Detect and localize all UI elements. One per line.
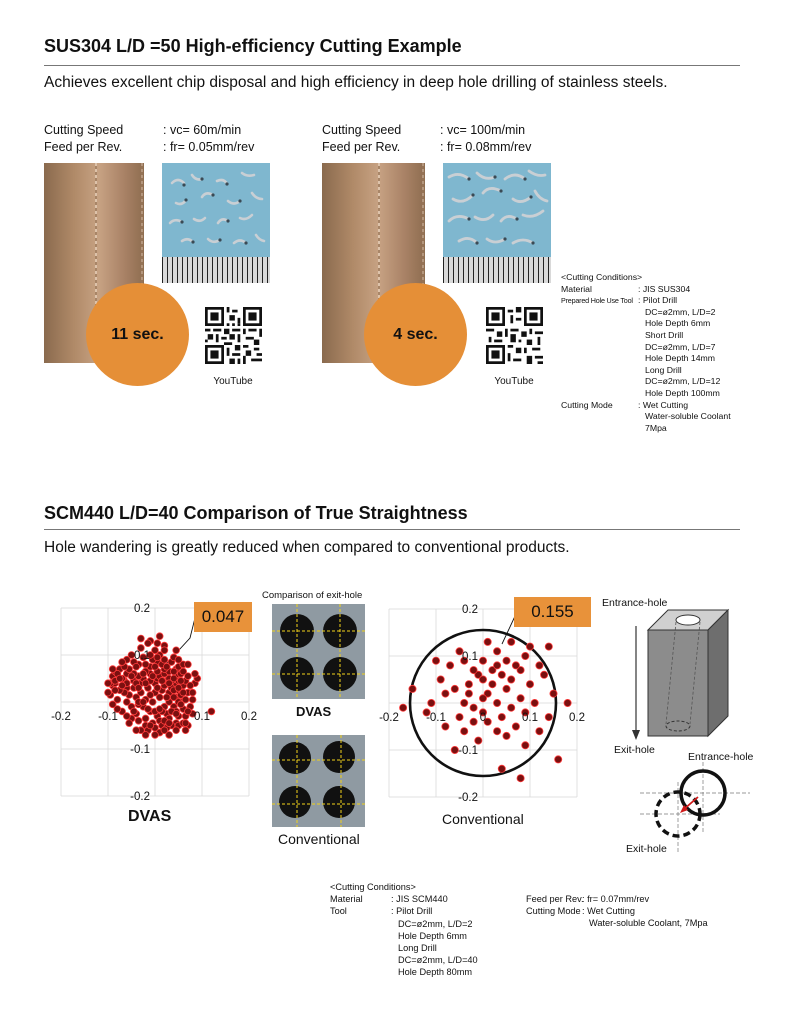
scatter-point [545, 714, 552, 721]
left-speed-label: Cutting Speed [44, 123, 124, 137]
scatter-point [461, 699, 468, 706]
scatter-point [123, 713, 130, 720]
scatter-point [119, 682, 126, 689]
scatter-point [109, 666, 116, 673]
scatter-point [442, 690, 449, 697]
scatter-point [470, 704, 477, 711]
right-feed-label: Feed per Rev. [322, 140, 401, 154]
scatter-point [536, 728, 543, 735]
condition-label: Prepared Hole Use Tool [561, 296, 633, 306]
scatter-point [526, 681, 533, 688]
condition-label [561, 365, 638, 377]
scatter-point [147, 722, 154, 729]
condition-label [561, 342, 638, 354]
scatter-point [161, 727, 168, 734]
y-tick-label: 0.1 [134, 650, 150, 662]
section2-subtitle: Hole wandering is greatly reduced when compared to conventional products. [44, 539, 570, 556]
scatter-point [503, 657, 510, 664]
scatter-point [465, 690, 472, 697]
condition-label: Tool [330, 906, 347, 917]
condition-value: : Wet Cutting [582, 906, 635, 917]
ruler-scale [443, 257, 551, 283]
scatter-point [119, 659, 126, 666]
scatter-point [508, 638, 515, 645]
condition-row [561, 400, 731, 412]
conditions-header: <Cutting Conditions> [330, 882, 416, 892]
condition-value: DC=ø2mm, L/D=40 [398, 955, 478, 966]
scatter-point [142, 680, 149, 687]
condition-row [561, 284, 731, 296]
section1-subtitle: Achieves excellent chip disposal and high efficiency in deep hole drilling of stainless steels. [44, 74, 668, 91]
y-tick-label: 0.2 [462, 604, 478, 616]
scatter-point [145, 640, 152, 647]
scatter-point [479, 695, 486, 702]
left-youtube-caption[interactable]: YouTube [213, 376, 253, 387]
scatter-point [503, 732, 510, 739]
scatter-point [156, 706, 163, 713]
scatter-point [140, 699, 147, 706]
scatter-point [154, 640, 161, 647]
scatter-point [149, 673, 156, 680]
scatter-point [123, 699, 130, 706]
x-tick-label: -0.1 [98, 711, 118, 723]
condition-row [330, 893, 478, 905]
condition-label [561, 307, 638, 319]
scatter-point [135, 717, 142, 724]
condition-row [330, 930, 478, 942]
scatter-point [142, 715, 149, 722]
scatter-point [185, 661, 192, 668]
scatter-point [177, 701, 184, 708]
scatter-point [163, 694, 170, 701]
scatter-point [187, 682, 194, 689]
scatter-point [522, 652, 529, 659]
condition-row [561, 330, 731, 342]
scatter-point [470, 718, 477, 725]
scatter-point [432, 657, 439, 664]
right-speed-label: Cutting Speed [322, 123, 402, 137]
scatter-point [479, 676, 486, 683]
condition-label [561, 330, 638, 342]
scatter-point [498, 765, 505, 772]
condition-label [330, 942, 391, 954]
scatter-point [517, 695, 524, 702]
condition-label [526, 917, 582, 929]
scatter-point [135, 685, 142, 692]
section2-cutting-conditions-col2 [526, 893, 708, 930]
condition-value: : Wet Cutting [638, 399, 689, 410]
condition-row [561, 295, 731, 307]
scatter-point [465, 681, 472, 688]
condition-row [330, 905, 478, 917]
scatter-point [541, 671, 548, 678]
condition-row [561, 411, 731, 423]
condition-label [561, 353, 638, 365]
scatter-point [400, 704, 407, 711]
scatter-point [173, 647, 180, 654]
condition-value: Long Drill [645, 364, 682, 375]
x-tick-label: -0.2 [379, 712, 399, 724]
scatter-point [133, 663, 140, 670]
scatter-point [545, 643, 552, 650]
scatter-point [130, 708, 137, 715]
condition-value: Long Drill [398, 943, 437, 954]
scatter-point [536, 662, 543, 669]
scatter-point [461, 728, 468, 735]
condition-row [526, 905, 708, 917]
condition-label [561, 423, 638, 435]
scatter-point [192, 670, 199, 677]
condition-label: Feed per Rev. [526, 894, 584, 904]
section2-cutting-conditions [330, 881, 478, 979]
scatter-point [409, 685, 416, 692]
condition-row [526, 893, 708, 905]
right-time-badge: 4 sec. [364, 283, 467, 386]
condition-row [526, 917, 708, 929]
condition-label [561, 376, 638, 388]
scatter-point [526, 643, 533, 650]
scatter-point [173, 710, 180, 717]
conventional-exit-hole-photo [272, 735, 365, 827]
condition-value: DC=ø2mm, L/D=2 [645, 306, 716, 317]
scatter-point [142, 732, 149, 739]
scatter-point [428, 699, 435, 706]
scatter-point [479, 657, 486, 664]
dvas-exit-hole-photo [272, 604, 365, 699]
condition-row [330, 966, 478, 978]
scatter-point [189, 689, 196, 696]
y-tick-label: -0.1 [130, 744, 150, 756]
scatter-point [173, 727, 180, 734]
left-time-badge: 11 sec. [86, 283, 189, 386]
condition-label: Material [330, 894, 363, 905]
section1-divider [44, 65, 740, 66]
condition-label: Material [561, 283, 592, 294]
scatter-point [470, 667, 477, 674]
condition-row [330, 942, 478, 954]
condition-value: Hole Depth 14mm [645, 353, 716, 364]
scatter-point [149, 699, 156, 706]
condition-label: Cutting Mode [526, 906, 581, 917]
left-feed-label: Feed per Rev. [44, 140, 123, 154]
conventional-chart-caption: Conventional [442, 811, 524, 827]
scatter-point [447, 662, 454, 669]
y-tick-label: -0.1 [458, 745, 478, 757]
scatter-point [489, 681, 496, 688]
scatter-point [517, 775, 524, 782]
scatter-point [522, 742, 529, 749]
scatter-point [498, 714, 505, 721]
section2-title: SCM440 L/D=40 Comparison of True Straightness [44, 503, 468, 523]
x-tick-label: -0.1 [426, 712, 446, 724]
scatter-point [152, 732, 159, 739]
entrance-hole-label-2: Entrance-hole [688, 751, 754, 763]
right-youtube-qr-code[interactable] [486, 307, 543, 364]
x-tick-label: 0.1 [194, 711, 210, 723]
scatter-point [456, 714, 463, 721]
scatter-point [498, 671, 505, 678]
scatter-point [177, 677, 184, 684]
scatter-point [484, 638, 491, 645]
condition-label [330, 930, 391, 942]
scatter-point [451, 685, 458, 692]
scatter-point [494, 699, 501, 706]
condition-row [561, 307, 731, 319]
scatter-point [508, 676, 515, 683]
scatter-point [175, 656, 182, 663]
condition-row [561, 423, 731, 435]
scatter-point [159, 677, 166, 684]
condition-row [561, 353, 731, 365]
scatter-point [494, 662, 501, 669]
x-tick-label: 0.2 [569, 712, 585, 724]
y-tick-label: -0.2 [130, 791, 150, 803]
exit-hole-comparison-caption: Comparison of exit-hole [262, 590, 363, 601]
scatter-point [170, 668, 177, 675]
right-chips-photo [443, 163, 551, 283]
condition-value: Water-soluble Coolant, 7Mpa [589, 918, 708, 929]
right-youtube-caption[interactable]: YouTube [494, 376, 534, 387]
condition-row [561, 388, 731, 400]
y-tick-label: -0.2 [458, 792, 478, 804]
scatter-point [185, 708, 192, 715]
condition-value: Hole Depth 6mm [398, 930, 467, 941]
condition-value: Short Drill [645, 329, 684, 340]
condition-value: DC=ø2mm, L/D=7 [645, 341, 716, 352]
scatter-point [189, 696, 196, 703]
left-youtube-qr-code[interactable] [205, 307, 262, 364]
dvas-deviation-label: 0.047 [194, 602, 252, 632]
scatter-point [475, 737, 482, 744]
condition-row [330, 954, 478, 966]
conventional-deviation-label: 0.155 [514, 597, 591, 627]
scatter-point [116, 675, 123, 682]
scatter-point [105, 689, 112, 696]
drilled-block-diagram [602, 606, 737, 746]
condition-value: : JIS SCM440 [391, 894, 448, 905]
scatter-point [161, 647, 168, 654]
scatter-point [105, 680, 112, 687]
condition-value: : Pilot Drill [391, 906, 433, 917]
scatter-point [138, 635, 145, 642]
condition-label: Cutting Mode [561, 399, 613, 410]
scatter-point [154, 685, 161, 692]
right-feed-value: : fr= 0.08mm/rev [440, 140, 532, 154]
left-speed-value: : vc= 60m/min [163, 123, 242, 137]
section1-cutting-conditions [561, 272, 731, 434]
dvas-photo-label: DVAS [296, 704, 332, 719]
scatter-point [126, 720, 133, 727]
condition-label [561, 318, 638, 330]
condition-row [561, 318, 731, 330]
y-tick-label: 0.1 [462, 651, 478, 663]
x-tick-label: 0.1 [522, 712, 538, 724]
exit-holes-graphic [272, 604, 365, 699]
scatter-point [182, 727, 189, 734]
scatter-point [512, 723, 519, 730]
scatter-point [142, 661, 149, 668]
x-tick-label: 0 [479, 712, 487, 724]
scatter-point [182, 720, 189, 727]
scatter-point [152, 663, 159, 670]
scatter-point [494, 648, 501, 655]
condition-value: DC=ø2mm, L/D=2 [398, 918, 473, 929]
scatter-point [437, 676, 444, 683]
condition-value: Hole Depth 80mm [398, 967, 473, 978]
condition-row [561, 376, 731, 388]
condition-value: : Pilot Drill [638, 295, 678, 306]
chips-graphic [443, 163, 551, 257]
scatter-point [175, 685, 182, 692]
scatter-point [550, 690, 557, 697]
dvas-chart-caption: DVAS [128, 808, 172, 825]
scatter-point [503, 685, 510, 692]
condition-value: : JIS SUS304 [638, 283, 691, 294]
condition-value: DC=ø2mm, L/D=12 [645, 376, 721, 387]
chart-grid [389, 609, 577, 797]
scatter-point [145, 706, 152, 713]
scatter-point [512, 662, 519, 669]
x-tick-label: -0.2 [51, 711, 71, 723]
scatter-point [128, 673, 135, 680]
condition-label [330, 918, 391, 930]
scatter-point [531, 699, 538, 706]
exit-holes-graphic [272, 735, 365, 827]
scatter-point [166, 680, 173, 687]
entrance-hole-label: Entrance-hole [602, 597, 668, 609]
condition-row [561, 365, 731, 377]
condition-row [330, 918, 478, 930]
exit-hole-label: Exit-hole [614, 744, 655, 756]
condition-value: : fr= 0.07mm/rev [582, 894, 650, 904]
x-tick-label: 0.2 [241, 711, 257, 723]
scatter-point [508, 704, 515, 711]
scatter-point [140, 670, 147, 677]
condition-value: Water-soluble Coolant [645, 411, 731, 422]
right-speed-value: : vc= 100m/min [440, 123, 526, 137]
conventional-photo-label: Conventional [278, 831, 360, 847]
left-feed-value: : fr= 0.05mm/rev [163, 140, 255, 154]
condition-row [561, 342, 731, 354]
condition-label [561, 388, 638, 400]
scatter-point [147, 692, 154, 699]
left-chips-photo [162, 163, 270, 283]
scatter-point [156, 633, 163, 640]
ruler-scale [162, 257, 270, 283]
exit-hole-label-2: Exit-hole [626, 843, 667, 855]
hole-offset-diagram [640, 762, 750, 854]
condition-label [561, 411, 638, 423]
scatter-point [494, 728, 501, 735]
scatter-point [564, 699, 571, 706]
scatter-point [166, 720, 173, 727]
scatter-point [154, 654, 161, 661]
conditions-header: <Cutting Conditions> [561, 272, 643, 282]
chips-graphic [162, 163, 270, 257]
condition-value: Hole Depth 6mm [645, 318, 711, 329]
condition-value: 7Mpa [645, 422, 667, 433]
section1-title: SUS304 L/D =50 High-efficiency Cutting Example [44, 36, 462, 56]
condition-label [330, 966, 391, 978]
section2-divider [44, 529, 740, 530]
condition-label [330, 954, 391, 966]
y-tick-label: 0.2 [134, 603, 150, 615]
condition-value: Hole Depth 100mm [645, 387, 720, 398]
scatter-point [133, 727, 140, 734]
scatter-point [161, 656, 168, 663]
scatter-point [555, 756, 562, 763]
